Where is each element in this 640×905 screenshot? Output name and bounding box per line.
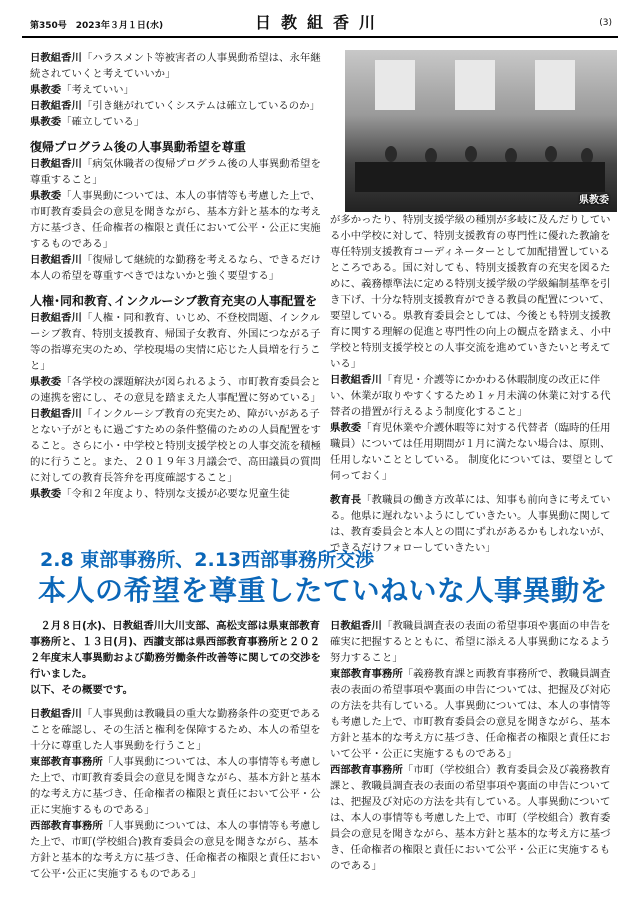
speaker: 県教委: [30, 488, 62, 500]
statement: [30, 406, 328, 486]
heading-fukki: 復帰プログラム後の人事異動希望を尊重: [30, 140, 246, 154]
statement-text: 「人事異動は教職員の重大な勤務条件の変更であることを確認し、その生活と権利を保障するため、本人の希望を十分に尊重した人事異動を行うこと」: [30, 708, 321, 752]
statement-text: 「義務教育課と両教育事務所で、教職員調査表の表面の希望事項や裏面の申告については、把握及び対応の方法を共有している。人事異動については、本人の事情等も考慮した上で、市町教育委員会の意見を聞きながら、基本方針と基本的な考え方に基づき、任命権者の権限と責任において公平・公正に実施するものである」: [330, 668, 611, 760]
statement: [30, 114, 328, 130]
speaker: 日教組香川: [30, 708, 82, 720]
statement: [30, 188, 328, 252]
statement-text: 「教職員の働き方改革には、知事も前向きに考えている。他県に遅れないようにしていきたい。人事異動に関しては、教育委員会と本人との間にずれがあるかもしれないが、できるだけフォローしていきたい」: [330, 494, 611, 554]
statement: [30, 50, 328, 82]
newsletter-title: 日教組香川: [254, 13, 385, 32]
speaker: 西部教育事務所: [30, 820, 103, 832]
statement-text: 「人事異動については、本人の事情等も考慮した上で、市町教育委員会の意見を聞きながら、基本方針と基本的な考え方に基づき、任命権者の権限と責任において公平・公正に実施するものである」: [30, 190, 321, 250]
statement-text: 「確立している」: [61, 116, 145, 128]
bottom-right-column: [330, 618, 620, 874]
speaker: 日教組香川: [30, 52, 82, 64]
speaker: 日教組香川: [30, 408, 82, 420]
meeting-photo: [345, 50, 617, 212]
speaker: 日教組香川: [30, 254, 82, 266]
issue-date: 第350号 2023年３月１日(水): [30, 21, 164, 31]
statement-text: 「病気休職者の復帰プログラム後の人事異動希望を尊重すること」: [30, 158, 321, 186]
statement-text: 「令和２年度より、特別な支援が必要な児童生徒: [61, 488, 290, 500]
statement-text: 「人事異動については、本人の事情等も考慮した上で、市町教育委員会の意見を聞きながら、基本方針と基本的な考え方に基づき、任命権者の権限と責任において公平・公正に実施するものである」: [30, 756, 321, 816]
right-column: [330, 212, 620, 556]
statement-text: 「ハラスメント等被害者の人事異動希望は、永年継続されていくと考えていいか」: [30, 52, 321, 80]
statement-text: 「育児休業や介護休暇等に対する代替者（臨時的任用職員）については任用期間が１月に満たない場合は、原則、任用しないこととしている。 制度化については、要望として伺っておく」: [330, 422, 614, 482]
statement: [330, 618, 620, 666]
speaker: 東部教育事務所: [30, 756, 103, 768]
statement: [30, 310, 328, 374]
statement-text: 「各学校の課題解決が図られるよう、市町教育委員会との連携を密にし、その意見を踏まえた人事配置に努めている」: [30, 376, 321, 404]
statement: [330, 420, 620, 484]
statement: [30, 156, 328, 188]
speaker: 県教委: [30, 84, 62, 96]
speaker: 西部教育事務所: [330, 764, 403, 776]
statement-text: 「教職員調査表の表面の希望事項や裏面の申告を確実に把握するとともに、希望に添える人事異動になるよう努力すること」: [330, 620, 611, 664]
heading-jinken: 人権･同和教育､インクルーシブ教育充実の人事配置を: [30, 294, 318, 308]
statement-text: 「人権・同和教育、いじめ、不登校問題、インクルーシブ教育、特別支援教育、帰国子女教育、外国につながる子等の指導充実のため、学校現場の実情に応じた人員増を行うこと」: [30, 312, 321, 372]
speaker: 日教組香川: [330, 374, 382, 386]
speaker: 県教委: [330, 422, 362, 434]
statement-text: 「育児・介護等にかかわる休暇制度の改正に伴い、休業が取りやすくするため１ヶ月未満の休業に対する代替者の措置が行えるよう制度化すること」: [330, 374, 611, 418]
statement: [30, 252, 328, 284]
intro-text-2: 以下、その概要です。: [30, 684, 134, 696]
statement-text: 「考えていい」: [61, 84, 134, 96]
statement-text: 「インクルーシブ教育の充実ため、障がいがある子とない子がともに過ごすための条件整備のための人員配置をすること。さらに小・中学校と特別支援学校との人事交流を積極的に行うこと。また、２０１９年３月議会で、高田議員の質問に対しての教育長答弁を再度確認すること」: [30, 408, 321, 484]
intro-text: ２月８日(水)、日教組香川大川支部、高松支部は県東部教育事務所と、１３日(月)、西讃支部は県西部教育事務所と２０２２年度末人事異動および勤務労働条件改善等に関しての交渉を行いました。: [30, 620, 321, 680]
speaker: 日教組香川: [30, 158, 82, 170]
statement-text: 「引き継がれていくシステムは確立しているのか」: [81, 100, 320, 112]
page-header: [22, 6, 618, 38]
statement-text: 「人事異動については、本人の事情等も考慮した上で、市町(学校組合)教育委員会の意見を聞きながら、基本方針と基本的な考え方に基づき、任命権者の権限と責任において公平･公正に実施するものである」: [30, 820, 321, 880]
statement: [330, 372, 620, 420]
bottom-left-column: [30, 618, 328, 882]
statement: [330, 666, 620, 762]
headline-subtitle: 2.8 東部事務所、2.13西部事務所交渉: [40, 549, 375, 571]
photo-caption: 県教委: [579, 195, 609, 206]
statement: [30, 374, 328, 406]
speaker: 県教委: [30, 116, 62, 128]
speaker: 東部教育事務所: [330, 668, 403, 680]
speaker: 日教組香川: [330, 620, 382, 632]
statement: [30, 706, 328, 754]
headline-title: 本人の希望を尊重したていねいな人事異動を: [38, 574, 609, 607]
statement: [330, 762, 620, 874]
left-column: [30, 50, 328, 502]
statement-text: 「市町（学校組合）教育委員会及び義務教育課と、教職員調査表の表面の希望事項や裏面の申告については、把握及び対応の方法を共有している。人事異動については、本人の事情等も考慮した上で、市町（学校組合）教育委員会の意見を聞きながら、基本方針と基本的な考え方に基づき、任命権者の権限と責任において公平・公正に実施するものである」: [330, 764, 611, 872]
statement: [330, 212, 620, 372]
statement: [30, 818, 328, 882]
speaker: 日教組香川: [30, 100, 82, 112]
page-number: (3): [599, 18, 612, 28]
statement: [30, 82, 328, 98]
speaker: 日教組香川: [30, 312, 82, 324]
statement: [30, 98, 328, 114]
statement: [30, 486, 328, 502]
statement-text: が多かったり、特別支援学級の種別が多岐に及んだりしている小中学校に対して、特別支援教育の専門性に優れた教諭を専任特別支援教育コーディネーターとして加配措置しているところである。国に対しても、特別支援教育の充実を図るために、義務標準法に定める特別支援学級の学級編制基準を引き下げ、十分な特別支援教育ができる教員の配置について、要望している。県教育委員会としては、今後とも特別支援教育に関する理解の促進と専門性の向上の観点を踏まえ、小中学校と特別支援学校との人事交流を進めていきたいと考えている」: [330, 214, 612, 370]
statement-text: 「復帰して継続的な勤務を考えるなら、できるだけ本人の希望を尊重すべきではないかと強く要望する」: [30, 254, 321, 282]
speaker: 県教委: [30, 190, 62, 202]
statement: [30, 754, 328, 818]
speaker: 県教委: [30, 376, 62, 388]
speaker: 教育長: [330, 494, 362, 506]
